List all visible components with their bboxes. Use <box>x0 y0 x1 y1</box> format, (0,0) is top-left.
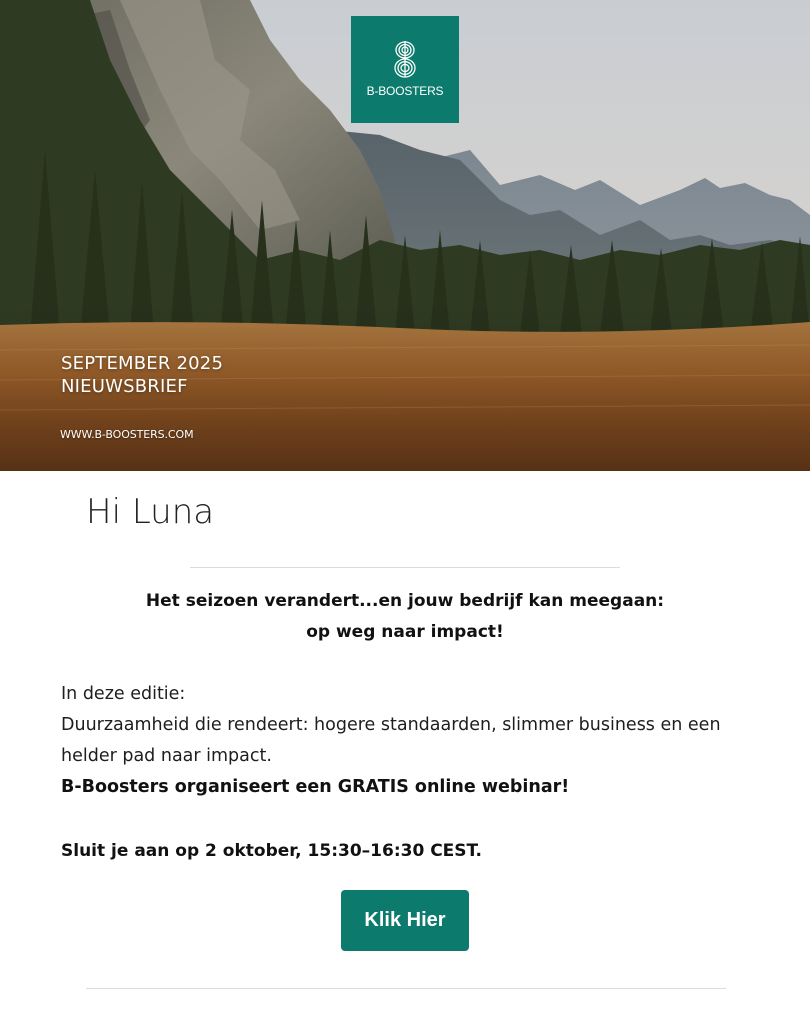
hero-title-month: SEPTEMBER 2025 <box>61 353 224 374</box>
klik-hier-button[interactable]: Klik Hier <box>341 890 469 951</box>
divider-bottom <box>86 988 726 989</box>
divider <box>190 567 620 568</box>
hero-banner <box>0 0 810 471</box>
hero-website-link[interactable]: WWW.B-BOOSTERS.COM <box>60 428 194 441</box>
b-boosters-logo-icon <box>391 39 419 79</box>
hero-title-newsletter: NIEUWSBRIEF <box>61 376 188 397</box>
webinar-date: Sluit je aan op 2 oktober, 15:30–16:30 CEST. <box>61 841 482 861</box>
headline-line-2: op weg naar impact! <box>306 622 504 642</box>
edition-intro: In deze editie: <box>61 684 186 704</box>
headline-line-1: Het seizoen verandert...en jouw bedrijf kan meegaan: <box>145 591 665 611</box>
headline <box>0 586 810 648</box>
greeting: Hi Luna <box>86 492 215 532</box>
logo-wordmark: B-BOOSTERS <box>366 84 444 98</box>
hero-title <box>61 352 223 398</box>
edition-sustainability: Duurzaamheid die rendeert: hogere standaarden, slimmer business en een helder pad naar impact. <box>61 715 721 766</box>
edition-content <box>61 679 761 803</box>
edition-webinar: B-Boosters organiseert een GRATIS online webinar! <box>61 777 570 797</box>
b-boosters-logo[interactable] <box>351 16 459 123</box>
